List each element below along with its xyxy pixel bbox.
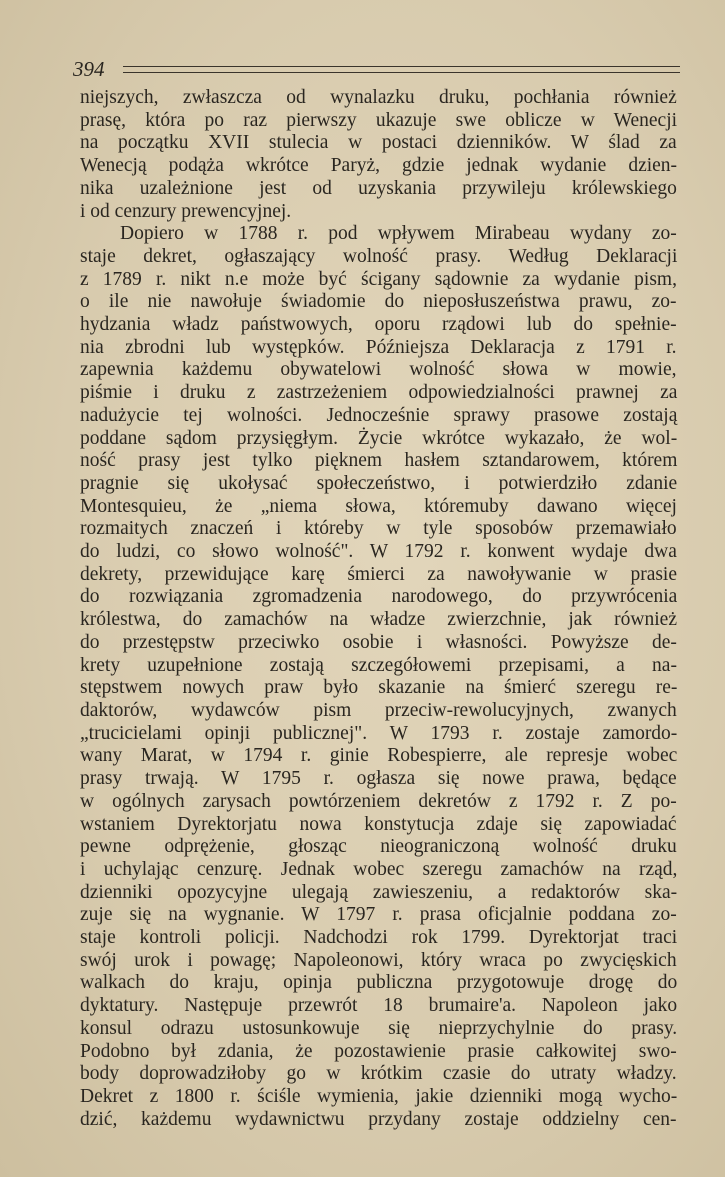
body-text <box>80 87 677 1131</box>
text-line: nia zbrodni lub występków. Późniejsza Deklaracja z 1791 r. <box>80 336 677 358</box>
text-line: prasy trwają. W 1795 r. ogłasza się nowe prawa, będące <box>80 768 677 790</box>
text-line: dzienniki opozycyjne ulegają zawieszeniu, a redaktorów ska- <box>80 881 678 903</box>
text-line: body doprowadziłoby go w krótkim czasie do utraty władzy. <box>80 1063 677 1085</box>
text-line: poddane sądom przysięgłym. Życie wkrótce wykazało, że wol- <box>80 427 678 449</box>
text-line: nika uzależnione jest od uzyskania przywileju królewskiego <box>80 177 677 199</box>
text-line: do ludzi, co słowo wolność". W 1792 r. konwent wydaje dwa <box>80 541 677 563</box>
text-line: do przestępstw przeciwko osobie i własności. Powyższe de- <box>80 631 677 653</box>
text-line: nadużycie tej wolności. Jednocześnie sprawy prasowe zostają <box>80 404 678 426</box>
text-line: pewne odprężenie, głosząc nieograniczoną wolność druku <box>80 836 677 858</box>
text-line: walkach do kraju, opinja publiczna przygotowuje drogę do <box>80 972 678 994</box>
text-line: dyktatury. Następuje przewrót 18 brumaire'a. Napoleon jako <box>80 995 678 1017</box>
text-line: o ile nie nawołuje świadomie do nieposłuszeństwa prawu, zo- <box>80 291 677 313</box>
text-line: ność prasy jest tylko pięknem hasłem sztandarowem, którem <box>80 450 678 472</box>
text-line: dekrety, przewidujące karę śmierci za nawoływanie w prasie <box>80 563 678 585</box>
page-header <box>73 56 680 86</box>
text-line: Dopiero w 1788 r. pod wpływem Mirabeau wydany zo- <box>120 223 677 245</box>
text-line: staje dekret, ogłaszający wolność prasy. Według Deklaracji <box>80 245 678 267</box>
text-line: zuje się na wygnanie. W 1797 r. prasa oficjalnie poddana zo- <box>80 904 677 926</box>
text-line: piśmie i druku z zastrzeżeniem odpowiedzialności prawnej za <box>80 382 678 404</box>
text-line: staje kontroli policji. Nadchodzi rok 1799. Dyrektorjat traci <box>80 927 678 949</box>
text-line: Podobno był zdania, że pozostawienie prasie całkowitej swo- <box>80 1040 677 1062</box>
text-line: w ogólnych zarysach powtórzeniem dekretów z 1792 r. Z po- <box>80 790 677 812</box>
text-line: na początku XVII stulecia w postaci dzienników. W ślad za <box>80 132 677 154</box>
text-line: konsul odrazu ustosunkowuje się nieprzychylnie do prasy. <box>80 1017 678 1039</box>
text-line: z 1789 r. nikt n.e może być ścigany sądownie za wydanie pism, <box>80 268 677 290</box>
text-line: „trucicielami opinji publicznej". W 1793 r. zostaje zamordo- <box>80 722 678 744</box>
text-line: do rozwiązania zgromadzenia narodowego, do przywrócenia <box>80 586 678 608</box>
text-line: Montesquieu, że „niema słowa, któremuby dawano więcej <box>80 495 677 517</box>
page-number: 394 <box>73 57 105 81</box>
header-rule-bottom <box>123 72 680 73</box>
header-rule-top <box>123 66 680 67</box>
text-line: zapewnia każdemu obywatelowi wolność słowa w mowie, <box>80 359 677 381</box>
text-line: królestwa, do zamachów na władze zwierzchnie, jak również <box>80 609 677 631</box>
text-line: wany Marat, w 1794 r. ginie Robespierre, ale represje wobec <box>80 745 678 767</box>
text-line: pragnie się ukołysać społeczeństwo, i potwierdziło zdanie <box>80 472 678 494</box>
text-line: i od cenzury prewencyjnej. <box>80 200 292 222</box>
text-line: swój urok i powagę; Napoleonowi, który wraca po zwycięskich <box>80 949 677 971</box>
text-line: dzić, każdemu wydawnictwu przydany zostaje oddzielny cen- <box>80 1108 677 1130</box>
text-line: i uchylając cenzurę. Jednak wobec szeregu zamachów na rząd, <box>80 858 678 880</box>
text-line: Wenecją podąża wkrótce Paryż, gdzie jednak wydanie dzien- <box>80 155 678 177</box>
text-line: daktorów, wydawców pism przeciw-rewolucyjnych, zwanych <box>80 699 677 721</box>
text-line: wstaniem Dyrektorjatu nowa konstytucja zdaje się zapowiadać <box>80 813 677 835</box>
text-line: krety uzupełnione zostają szczegółowemi przepisami, a na- <box>80 654 677 676</box>
text-line: stępstwem nowych praw było skazanie na śmierć szeregu re- <box>80 677 678 699</box>
text-line: niejszych, zwłaszcza od wynalazku druku, pochłania również <box>80 87 677 108</box>
text-line: Dekret z 1800 r. ściśle wymienia, jakie dzienniki mogą wycho- <box>80 1085 678 1107</box>
text-line: prasę, która po raz pierwszy ukazuje swe oblicze w Wenecji <box>80 109 678 131</box>
text-line: hydzania władz państwowych, oporu rządowi lub do spełnie- <box>80 314 677 336</box>
text-line: rozmaitych znaczeń i któreby w tyle sposobów przemawiało <box>80 518 677 540</box>
